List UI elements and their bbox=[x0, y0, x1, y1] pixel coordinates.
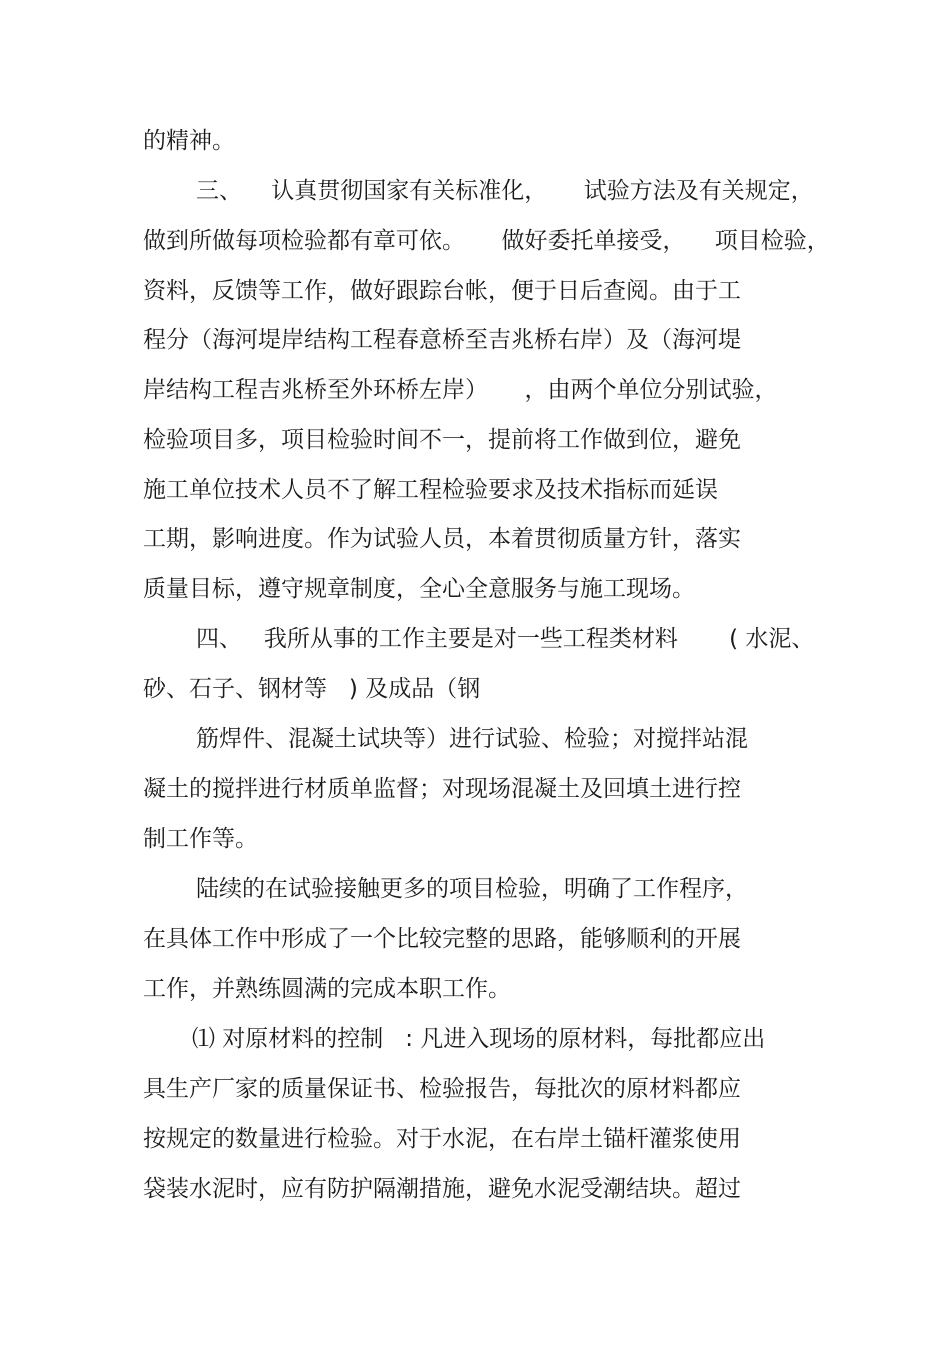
text-line: 质量目标，遵守规章制度，全心全意服务与施工现场。 bbox=[143, 576, 695, 602]
text-line: 具生产厂家的质量保证书、检验报告，每批次的原材料都应 bbox=[143, 1076, 741, 1102]
text-line: 四、 我所从事的工作主要是对一些工程类材料 ( 水泥、 bbox=[196, 626, 815, 652]
text-line: 筋焊件、混凝土试块等）进行试验、检验；对搅拌站混 bbox=[196, 726, 748, 752]
text-line: 资料，反馈等工作，做好跟踪台帐，便于日后查阅。由于工 bbox=[143, 278, 741, 304]
text-line: 砂、石子、钢材等 ) 及成品（钢 bbox=[143, 676, 481, 702]
text-line: 制工作等。 bbox=[143, 826, 258, 852]
text-line: 袋装水泥时，应有防护隔潮措施，避免水泥受潮结块。超过 bbox=[143, 1176, 741, 1202]
text-line: 检验项目多，项目检验时间不一，提前将工作做到位，避免 bbox=[143, 427, 741, 453]
text-line: ⑴ 对原材料的控制 : 凡进入现场的原材料，每批都应出 bbox=[192, 1026, 766, 1052]
text-line: 按规定的数量进行检验。对于水泥，在右岸土锚杆灌浆使用 bbox=[143, 1126, 741, 1152]
text-line: 三、 认真贯彻国家有关标准化， 试验方法及有关规定， bbox=[196, 178, 814, 204]
text-line: 施工单位技术人员不了解工程检验要求及技术指标而延误 bbox=[143, 477, 718, 503]
text-line: 的精神。 bbox=[143, 128, 235, 154]
text-line: 岸结构工程吉兆桥至外环桥左岸） ，由两个单位分别试验， bbox=[143, 377, 778, 403]
text-line: 在具体工作中形成了一个比较完整的思路，能够顺利的开展 bbox=[143, 926, 741, 952]
text-line: 陆续的在试验接触更多的项目检验，明确了工作程序， bbox=[196, 876, 748, 902]
text-line: 工作，并熟练圆满的完成本职工作。 bbox=[143, 976, 511, 1002]
text-line: 工期，影响进度。作为试验人员，本着贯彻质量方针，落实 bbox=[143, 526, 741, 552]
text-line: 做到所做每项检验都有章可依。 做好委托单接受， 项目检验， bbox=[143, 228, 830, 254]
text-line: 程分（海河堤岸结构工程春意桥至吉兆桥右岸）及（海河堤 bbox=[143, 327, 741, 353]
text-line: 凝土的搅拌进行材质单监督；对现场混凝土及回填土进行控 bbox=[143, 776, 741, 802]
